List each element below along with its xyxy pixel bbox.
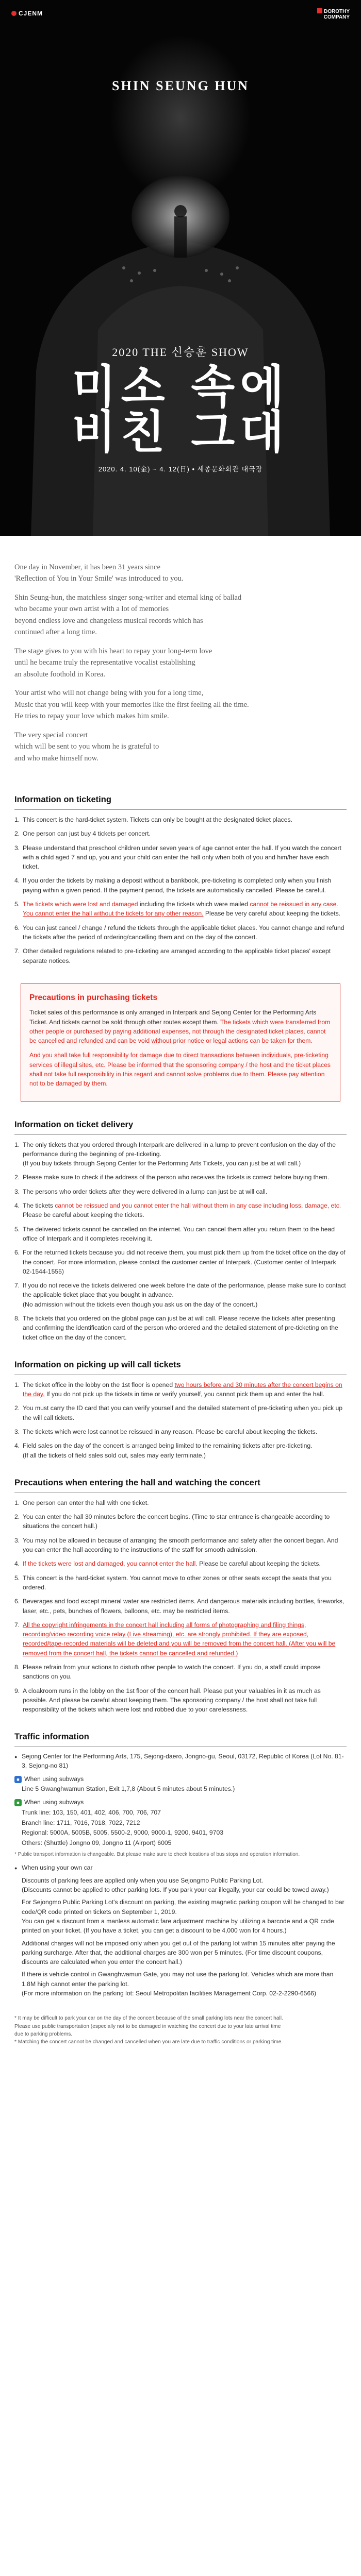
list-item [14,1403,347,1422]
intro-paragraph: The very special concert which will be sent to you whom he is grateful to and who make himself now. [14,731,159,762]
traffic-section [0,1724,361,2011]
item-number: 5. [14,1225,20,1233]
subway-heading: ■ When using subways [14,1775,347,1784]
item-text: You may not be allowed in because of arranging the smooth performance and safety after the concert began. And you can enter the hall according to the instructions of the staff for smooth admission. [23,1536,338,1554]
bus-icon: ■ [14,1799,22,1806]
bus-regional-line: Regional: 5000A, 5005B, 5005, 5500-2, 9000, 9000-1, 9200, 9401, 9703 [22,1829,223,1837]
parking-paragraph: Discounts of parking fees are applied only when you use Sejongmo Public Parking Lot. (Discounts cannot be applied to other parking lots. If you park your car illegally, your car could be towed away.) [22,1876,329,1894]
precautions-paragraph: And you shall take full responsibility for damage due to direct transactions between individuals, pre-ticketing services of illegal sites, etc. Please be informed that the sponsoring company / the host and the ticket places shall not take full responsibility in this regard and cannot solve problems due to them. Please pay attention not to be damaged by them. [29,1052,331,1088]
item-text: The tickets cannot be reissued and you cannot enter the hall without them in any case including loss, damage, etc. Please be careful about keeping the tickets. [23,1202,341,1219]
subway-line: Line 5 Gwanghwamun Station, Exit 1,7,8 (About 5 minutes about 5 minutes.) [22,1785,235,1793]
item-text: The only tickets that you ordered through Interpark are delivered in a lump to prevent confusion on the day of the performance during the beginning of pre-ticketing. (If you buy tickets through Sejong Center for the Performing Arts Tickets, you can just be at will call.) [23,1141,336,1167]
list-item [14,1441,347,1460]
item-number: 3. [14,844,20,852]
item-text: This concert is the hard-ticket system. Tickets can only be bought at the designated ticket places. [23,816,292,823]
list-item [14,1140,347,1168]
list-item [14,1380,347,1399]
list-item [14,1201,347,1220]
bus-branch-line: Branch line: 1711, 7016, 7018, 7022, 7212 [22,1819,140,1826]
section-title: Traffic information [14,1731,347,1747]
item-number: 1. [14,1141,20,1148]
item-number: 3. [14,1188,20,1195]
bus-trunk-line: Trunk line: 103, 150, 401, 402, 406, 700, 706, 707 [22,1808,161,1816]
list-item [14,1559,347,1568]
show-title: 2020 THE 신승훈 SHOW [112,346,249,359]
item-text: This concert is the hard-ticket system. You cannot move to other zones or other seats except the seats that you ordered. [23,1574,332,1591]
item-text: If the tickets were lost and damaged, you cannot enter the hall. Please be careful about keeping the tickets. [23,1560,321,1568]
parking-paragraph: If there is vehicle control in Gwanghwamun Gate, you may not use the parking lot. Vehicles which are more than 1.8M high cannot enter the parking lot. (For more information on the parking lot: Seoul Metropolitan facilities Management Corp. 02-2-2290-6566) [22,1971,334,1997]
list-item [14,1686,347,1715]
transport-note: * Public transport information is changeable. But please make sure to check locations of bus stops and operation information. [14,1851,300,1857]
item-text: The delivered tickets cannot be cancelled on the internet. You can cancel them after you return them to the head office of Interpark and it completes receiving it. [23,1225,335,1242]
parking-paragraph: Additional charges will not be imposed only when you get out of the parking lot within 15 minutes after paying the parking surcharge. After that, the additional charges are 300 won per 5 minutes. (For time discount coupons, discounts are calculated when you enter the concert hall.) [22,1939,335,1966]
big-korean-title: 미소 속에 비친 그대 [72,360,289,459]
bus-heading: ■ When using subways [14,1798,347,1807]
footnote-line: Please use public transportation (especially not to be damaged in watching the concert due to your late arrival time [14,2023,281,2029]
list-item [14,843,347,872]
item-number: 3. [14,1536,20,1544]
poster [0,0,361,536]
item-number: 4. [14,1560,20,1568]
entering-list [14,1498,347,1715]
bus-other-line: Others: (Shuttle) Jongno 09, Jongno 11 (Airport) 6005 [22,1839,172,1846]
item-text: For the returned tickets because you did not receive them, you must pick them up from the ticket office on the day of the concert. For more information, please contact the customer center of Interpark. (Customer center of Interpark 02-1544-1555) [23,1249,346,1275]
list-item [14,1663,347,1682]
item-text: All the copyright infringements in the concert hall including all forms of photographing and filing things, recording/video recording voice relay (Live streaming), etc. are strongly prohibited. If they are exposed, recorded/tape-recorded materials will be deleted and you will be removed from the concert hall. (After you will be removed from the concert hall, the tickets cannot be cancelled and refunded.) [23,1621,336,1657]
item-number: 7. [14,947,20,955]
item-text: One person can just buy 4 tickets per concert. [23,830,151,838]
list-item [14,876,347,895]
intro-text [0,536,361,787]
item-number: 8. [14,1664,20,1671]
item-number: 2. [14,1174,20,1181]
entering-section [0,1470,361,1724]
list-item [14,815,347,824]
item-number: 1. [14,1381,20,1388]
item-text: Please make sure to check if the address of the person who receives the tickets is correct before buying them. [23,1174,330,1181]
dorothy-company-logo: DOROTHY COMPANY [317,8,350,20]
ticketing-list [14,815,347,965]
ticketing-section [0,787,361,975]
list-item [14,1248,347,1276]
intro-paragraph: One day in November, it has been 31 years since 'Reflection of You in Your Smile' was introduced to you. [14,563,184,583]
artist-name: SHIN SEUNG HUN [112,78,249,93]
list-item [14,1620,347,1658]
intro-paragraph: The stage gives to you with his heart to repay your long-term love until he became truly the representative vocalist establishing an absolute foothold in Korea. [14,647,212,679]
parking-heading: ● When using your own car [14,1863,347,1873]
list-item [14,1173,347,1182]
item-text: The tickets that you ordered on the global page can just be at will call. Please receive the tickets after presenting and confirming the identification card of the person who ordered and the detailed statement of pre-ticketing on the ticket office on the day of the concert. [23,1315,338,1341]
item-number: 7. [14,1621,20,1629]
item-number: 8. [14,1315,20,1323]
list-item [14,1536,347,1555]
item-number: 3. [14,1428,20,1436]
venue-address: ● Sejong Center for the Performing Arts, 175, Sejong-daero, Jongno-gu, Seoul, 03172, Republic of Korea (Lot No. 81-3, Sejong-no 81) [14,1752,347,1770]
item-text: The persons who order tickets after they were delivered in a lump can just be at will call. [23,1188,268,1195]
section-title: Information on picking up will call tickets [14,1359,347,1375]
list-item [14,900,347,919]
intro-paragraph: Your artist who will not change being with you for a long time, Music that you will keep with your memories like the first feeling all the time. He tries to repay your love which makes him smile. [14,689,249,721]
item-number: 4. [14,877,20,885]
footnote-line: * It may be difficult to park your car on the day of the concert because of the small parking lots near the concert hall. [14,2015,283,2022]
item-text: Please understand that preschool children under seven years of age cannot enter the hall. If you watch the concert with a child aged 7 and up, you and your child can enter the hall only when both of you and him/her have each ticket. [23,844,341,871]
list-item [14,1187,347,1196]
item-number: 6. [14,1598,20,1605]
footnote-line: * Matching the concert cannot be changed and cancelled when you are late due to traffic conditions or parking time. [14,2039,283,2045]
item-text: If you do not receive the tickets delivered one week before the date of the performance, please make sure to contact the applicable ticket place that you bought in advance. (No admission without the tickets even though you ask us on the day of the concert.) [23,1282,346,1308]
item-number: 1. [14,816,20,823]
item-text: If you order the tickets by making a deposit without a bankbook, pre-ticketing is completed only when you finish paying within a given period. If the payment period, the tickets are automatically cancelled. Please be careful. [23,877,332,894]
item-text: You can just cancel / change / refund the tickets through the applicable ticket places. You cannot change and refund the tickets after the period of ordering/cancelling them and on the day of the concert. [23,924,344,941]
list-item [14,1512,347,1531]
item-number: 9. [14,1687,20,1694]
item-text: The ticket office in the lobby on the 1st floor is opened two hours before and 30 minutes after the concert begins on the day. If you do not pick up the tickets in time or verify yourself, you cannot pick them up and enter the hall. [23,1381,342,1398]
willcall-section [0,1352,361,1470]
item-number: 2. [14,830,20,838]
list-item [14,829,347,838]
item-number: 7. [14,1282,20,1290]
item-number: 4. [14,1202,20,1210]
item-number: 2. [14,1513,20,1521]
list-item [14,1597,347,1616]
item-text: Field sales on the day of the concert is arranged being limited to the remaining tickets after pre-ticketing. (If all the tickets of field sales sold out, sales may early terminate.) [23,1442,313,1459]
list-item [14,1573,347,1592]
item-number: 6. [14,1249,20,1257]
item-number: 5. [14,901,20,908]
item-number: 2. [14,1404,20,1412]
list-item [14,923,347,942]
subway-icon: ■ [14,1776,22,1783]
footnote-line: due to parking problems. [14,2031,73,2037]
section-title: Information on ticketing [14,794,347,810]
footnotes [0,2011,361,2061]
list-item [14,1281,347,1309]
list-item [14,1498,347,1507]
item-text: You must carry the ID card that you can verify yourself and the detailed statement of pre-ticketing when you pick up the will call tickets. [23,1404,343,1421]
item-number: 4. [14,1442,20,1450]
willcall-list [14,1380,347,1460]
delivery-section [0,1112,361,1352]
list-item [14,1314,347,1342]
item-text: The tickets which were lost and damaged including the tickets which were mailed cannot be reissued in any case. You cannot enter the hall without the tickets for any other reason. Please be very careful about keeping the tickets. [23,901,341,918]
item-number: 5. [14,1574,20,1582]
list-item [14,946,347,965]
item-text: One person can enter the hall with one ticket. [23,1499,149,1506]
list-item [14,1225,347,1244]
item-text: Please refrain from your actions to disturb other people to watch the concert. If you do, a staff could impose sanctions on you. [23,1664,321,1681]
precautions-title: Precautions in purchasing tickets [29,993,158,1002]
date-venue-line: 2020. 4. 10(金) ~ 4. 12(日) • 세종문화회관 대극장 [98,465,263,473]
item-text: Other detailed regulations related to pre-ticketing are arranged according to the applicable ticket places' except separate notices. [23,947,331,964]
delivery-list [14,1140,347,1342]
section-title: Information on ticket delivery [14,1119,347,1135]
precautions-box [21,984,340,1101]
item-text: Beverages and food except mineral water are restricted items. And dangerous materials including bottles, fireworks, laser, etc., pets, bunches of flowers, balloons, etc. may be restricted items. [23,1598,344,1615]
item-text: A cloakroom runs in the lobby on the 1st floor of the concert hall. Please put your valuables in it as much as possible. And please be careful about keeping them. The sponsoring company / the host shall not take full responsibility of the tickets which were lost and robbed due to your carelessness. [23,1687,321,1714]
precautions-paragraph: Ticket sales of this performance is only arranged in Interpark and Sejong Center for the Performing Arts Ticket. And tickets cannot be sold through other routes except them. The tickets which were transferred from other people or purchased by paying additional expenses, not through the designated ticket places, cannot be cancelled and refunded and can be void without prior notice or legal actions can be taken for them. [29,1009,331,1045]
intro-paragraph: Shin Seung-hun, the matchless singer song-writer and eternal king of ballad who became your own artist with a lot of memories beyond endless love and changeless musical records which has continued after a long time. [14,593,242,637]
item-number: 1. [14,1499,20,1506]
parking-paragraph: For Sejongmo Public Parking Lot's discount on parking, the existing magnetic parking coupon will be changed to bar code/QR code printed on tickets on September 1, 2019. You can get a discount from a manless automatic fare adjustment machine by utilizing a barcode and a QR code printed on your ticket. (If you have a ticket, you can get a discount to be 4,000 won for 4 hours.) [22,1899,344,1935]
item-text: You can enter the hall 30 minutes before the concert begins. (Time to star entrance is changeable according to situations the concert hall.) [23,1513,330,1530]
section-title: Precautions when entering the hall and watching the concert [14,1477,347,1493]
list-item [14,1427,347,1436]
item-text: The tickets which were lost cannot be reissued in any reason. Please be careful about keeping the tickets. [23,1428,318,1436]
cj-enm-logo: CJENM [11,9,43,18]
item-number: 6. [14,924,20,931]
